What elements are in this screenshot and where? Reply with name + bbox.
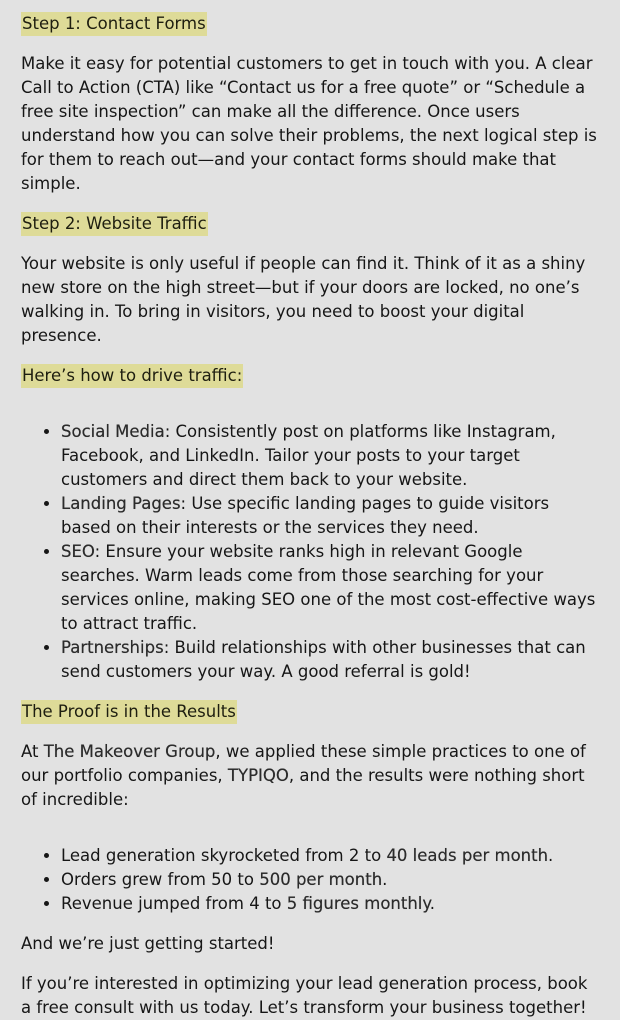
list-item-end: . (429, 894, 436, 913)
list-item (61, 492, 600, 540)
list-item-term: SEO (61, 542, 95, 561)
traffic-list (21, 420, 600, 684)
list-item-end: . (548, 846, 554, 865)
list-item-end: . (382, 870, 388, 889)
list-item (61, 844, 600, 868)
traffic-heading (21, 364, 600, 388)
list-item-text: Orders grew from 50 to (61, 870, 260, 889)
list-item-emphasis: 40 leads per month (386, 846, 549, 865)
results-heading-highlight: The Proof is in the Results (21, 700, 237, 724)
list-item-term: Social Media (61, 422, 165, 441)
list-item (61, 892, 600, 916)
closing-paragraph: If you’re interested in optimizing your lead generation process, book a free consult with us today. Let’s transform your business together! (21, 974, 588, 1017)
list-item-text: : Consistently post on platforms like Instagram, Facebook, and LinkedIn. Tailor your posts to your target customers and direct them back to your website. (61, 422, 556, 489)
step2-paragraph: Your website is only useful if people can find it. Think of it as a shiny new store on the high street—but if your doors are locked, no one’s walking in. To bring in visitors, you need to boost your digital presence. (21, 254, 586, 345)
list-item (61, 540, 600, 636)
results-heading (21, 700, 600, 724)
step2-heading (21, 212, 600, 236)
portfolio-company-name: TYPIQO (227, 766, 289, 785)
list-item-term: Landing Pages (61, 494, 181, 513)
list-item-text: : Ensure your website ranks high in relevant Google searches. Warm leads come from those searching for your services online, making SEO one of the most cost-effective ways to attract traffic. (61, 542, 596, 633)
step1-paragraph: Make it easy for potential customers to get in touch with you. A clear Call to Action (CTA) like “Contact us for a free quote” or “Schedule a free site inspection” can make all the difference. Once users understand how you can solve their problems, the next logical step is for them to reach out—and your contact forms should make that simple. (21, 54, 597, 193)
step1-heading-highlight: Step 1: Contact Forms (21, 12, 207, 36)
step2-heading-highlight: Step 2: Website Traffic (21, 212, 208, 236)
list-item-text: Lead generation skyrocketed from 2 to (61, 846, 387, 865)
results-list (21, 844, 600, 916)
results-intro-text: , we applied these simple practices to one of our portfolio companies, (21, 742, 586, 785)
list-item (61, 636, 600, 684)
step1-heading (21, 12, 600, 36)
results-intro (21, 740, 600, 812)
list-item-text: Revenue jumped from 4 to (61, 894, 287, 913)
results-intro-text: , and the results were nothing short of incredible: (21, 766, 585, 809)
company-name: The Makeover Group (43, 742, 216, 761)
list-item-text: : Build relationships with other businesses that can send customers your way. A good referral is gold! (61, 638, 586, 681)
list-item-emphasis: 500 per month (259, 870, 383, 889)
list-item-text: : Use specific landing pages to guide visitors based on their interests or the services they need. (61, 494, 550, 537)
results-intro-text: At (21, 742, 44, 761)
list-item-term: Partnerships (61, 638, 164, 657)
list-item (61, 420, 600, 492)
list-item (61, 868, 600, 892)
closing-line: And we’re just getting started! (21, 934, 275, 953)
traffic-heading-highlight: Here’s how to drive traffic: (21, 364, 243, 388)
list-item-emphasis: 5 figures monthly (286, 894, 430, 913)
